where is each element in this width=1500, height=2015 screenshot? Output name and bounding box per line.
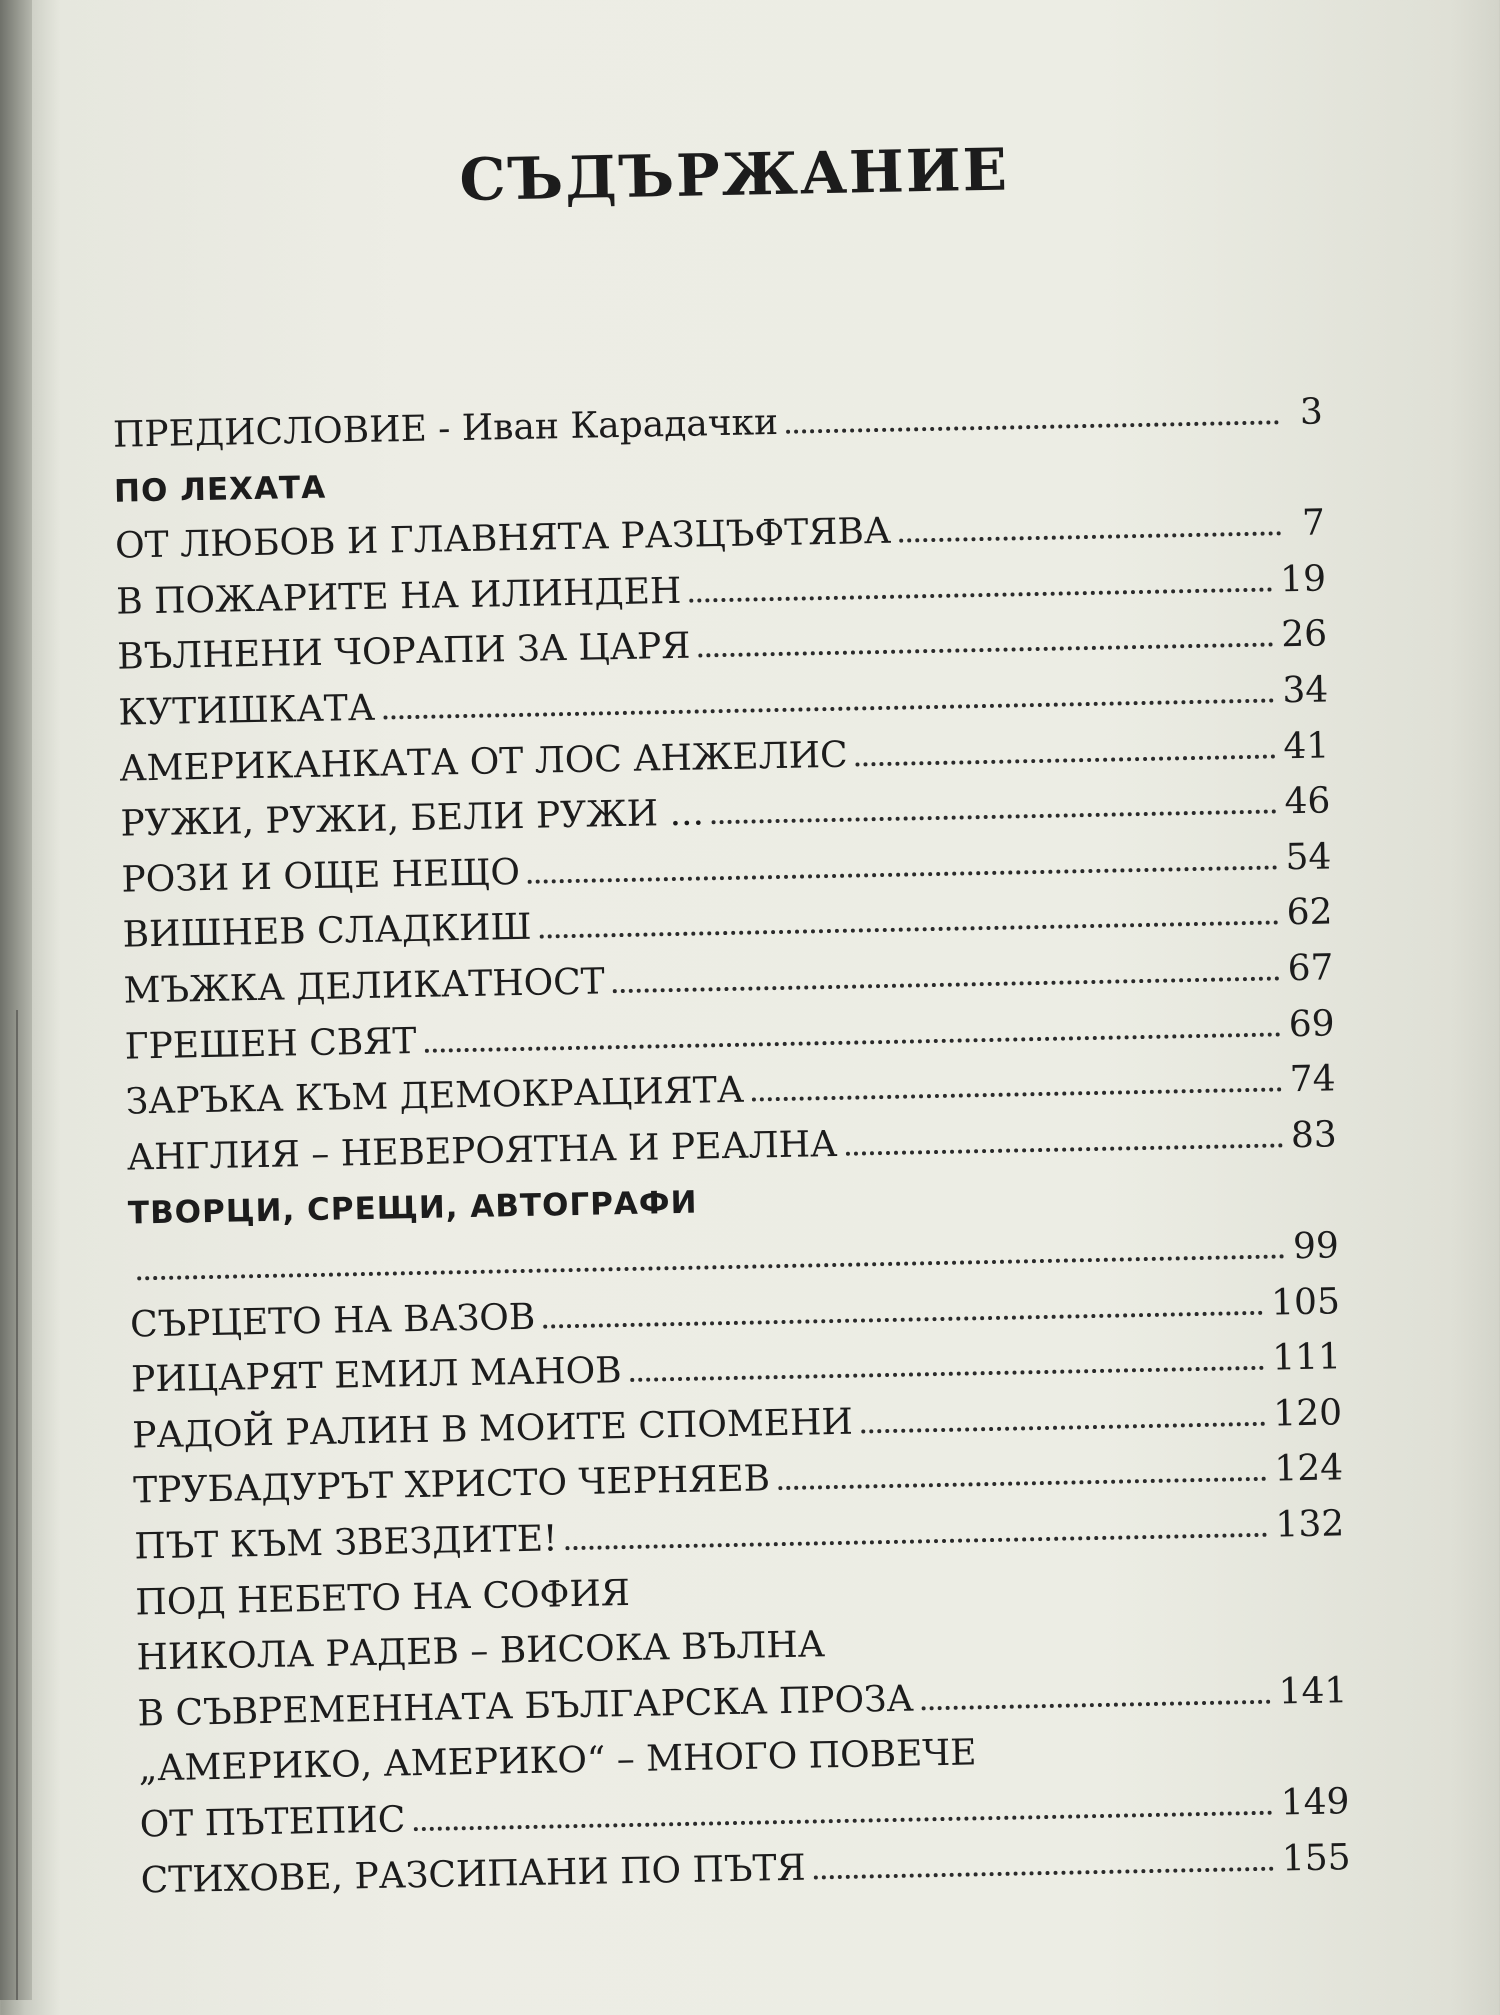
toc-page-number: 124 <box>1273 1447 1344 1490</box>
toc-entry-title: РАДОЙ РАЛИН В МОИТЕ СПОМЕНИ <box>131 1401 854 1457</box>
toc-page-number: 7 <box>1301 502 1326 545</box>
toc-page-number: 54 <box>1285 836 1332 879</box>
toc-entry-title: АНГЛИЯ – НЕВЕРОЯТНА И РЕАЛНА <box>126 1123 838 1179</box>
toc-page-number: 69 <box>1288 1002 1335 1045</box>
toc-entry-title: ГРЕШЕН СВЯТ <box>124 1020 417 1068</box>
toc-entry-title: СЪРЦЕТО НА ВАЗОВ <box>129 1296 536 1346</box>
toc-entry-title: ЗАРЪКА КЪМ ДЕМОКРАЦИЯТА <box>125 1069 745 1123</box>
toc-page-number: 132 <box>1275 1503 1345 1546</box>
dot-leader <box>899 531 1281 542</box>
toc-entry-title: ОТ ЛЮБОВ И ГЛАВНЯТА РАЗЦЪФТЯВА <box>114 510 892 567</box>
dot-leader <box>922 1700 1271 1711</box>
toc-entry-title: ПЪТ КЪМ ЗВЕЗДИТЕ! <box>133 1518 558 1568</box>
toc-entry-title: ВИШНЕВ СЛАДКИШ <box>122 907 532 956</box>
toc-page-number: 111 <box>1271 1336 1342 1379</box>
toc-entry-title: „АМЕРИКО, АМЕРИКО“ – МНОГО ПОВЕЧЕ <box>138 1732 977 1790</box>
toc-page-number: 155 <box>1281 1836 1351 1880</box>
dot-leader <box>786 420 1279 433</box>
toc-entry-title: МЪЖКА ДЕЛИКАТНОСТ <box>123 961 606 1012</box>
dot-leader <box>413 1811 1273 1832</box>
dot-leader <box>778 1477 1266 1490</box>
toc-page-number: 19 <box>1279 558 1327 601</box>
toc-page-number: 105 <box>1270 1280 1341 1324</box>
toc-entry <box>113 389 1324 458</box>
toc-page-number: 62 <box>1286 891 1333 934</box>
dot-leader <box>540 921 1279 939</box>
toc-entry-title: ПРЕДИСЛОВИЕ - Иван Карадачки <box>112 401 779 456</box>
dot-leader <box>613 976 1280 993</box>
toc-page-number: 26 <box>1280 613 1328 656</box>
dot-leader <box>814 1866 1274 1879</box>
toc-page-number: 83 <box>1290 1114 1338 1157</box>
dot-leader <box>752 1088 1282 1102</box>
dot-leader <box>861 1422 1266 1434</box>
toc-entry-title: В ПОЖАРИТЕ НА ИЛИНДЕН <box>115 570 682 623</box>
dot-leader <box>424 1032 1280 1052</box>
toc-entry-title: ТРУБАДУРЪТ ХРИСТО ЧЕРНЯЕВ <box>132 1458 771 1512</box>
toc-entry-title: РУЖИ, РУЖИ, БЕЛИ РУЖИ ... <box>120 792 705 845</box>
toc-section-heading: ПО ЛЕХАТА <box>113 469 327 510</box>
toc-entry-title: ВЪЛНЕНИ ЧОРАПИ ЗА ЦАРЯ <box>116 626 691 679</box>
dot-leader <box>712 810 1277 825</box>
toc-entry-title: ОТ ПЪТЕПИС <box>139 1799 406 1846</box>
toc-entry-title: СТИХОВЕ, РАЗСИПАНИ ПО ПЪТЯ <box>140 1847 806 1902</box>
toc-page-number: 3 <box>1299 391 1324 433</box>
toc-section-heading: ТВОРЦИ, СРЕЩИ, АВТОГРАФИ <box>127 1185 698 1232</box>
toc-entry-title: НИКОЛА РАДЕВ – ВИСОКА ВЪЛНА <box>136 1624 826 1679</box>
toc-entry-title: РОЗИ И ОЩЕ НЕЩО <box>121 851 521 901</box>
dot-leader <box>566 1533 1268 1550</box>
dot-leader <box>845 1143 1283 1155</box>
toc-entry-title: КУТИШКАТА <box>117 687 376 734</box>
toc-page-number: 149 <box>1280 1781 1350 1824</box>
toc-page-number: 34 <box>1281 669 1329 712</box>
toc-entry <box>140 1835 1351 1904</box>
page-title: СЪДЪРЖАНИЕ <box>458 135 1010 214</box>
toc-page-number: 41 <box>1283 725 1330 767</box>
toc-entry <box>126 1112 1337 1181</box>
dot-leader <box>630 1366 1265 1382</box>
dot-leader <box>137 1254 1285 1280</box>
dot-leader <box>528 865 1278 883</box>
toc-page-number: 74 <box>1289 1058 1337 1101</box>
toc-page-number: 99 <box>1292 1225 1340 1268</box>
toc-page-number: 67 <box>1287 947 1334 990</box>
dot-leader <box>856 754 1276 766</box>
toc-entry-title: АМЕРИКАНКАТА ОТ ЛОС АНЖЕЛИС <box>119 734 848 790</box>
toc-page-number: 141 <box>1278 1670 1348 1713</box>
dot-leader <box>698 643 1273 658</box>
dot-leader <box>383 698 1274 719</box>
toc-entry-title: В СЪВРЕМЕННАТА БЪЛГАРСКА ПРОЗА <box>137 1678 915 1735</box>
toc-page-number: 120 <box>1272 1392 1343 1435</box>
dot-leader <box>543 1310 1263 1328</box>
toc-page-number: 46 <box>1284 780 1331 823</box>
toc-entry-title: ПОД НЕБЕТО НА СОФИЯ <box>135 1572 631 1624</box>
dot-leader <box>689 587 1272 602</box>
toc-entry-title: РИЦАРЯТ ЕМИЛ МАНОВ <box>130 1350 623 1401</box>
